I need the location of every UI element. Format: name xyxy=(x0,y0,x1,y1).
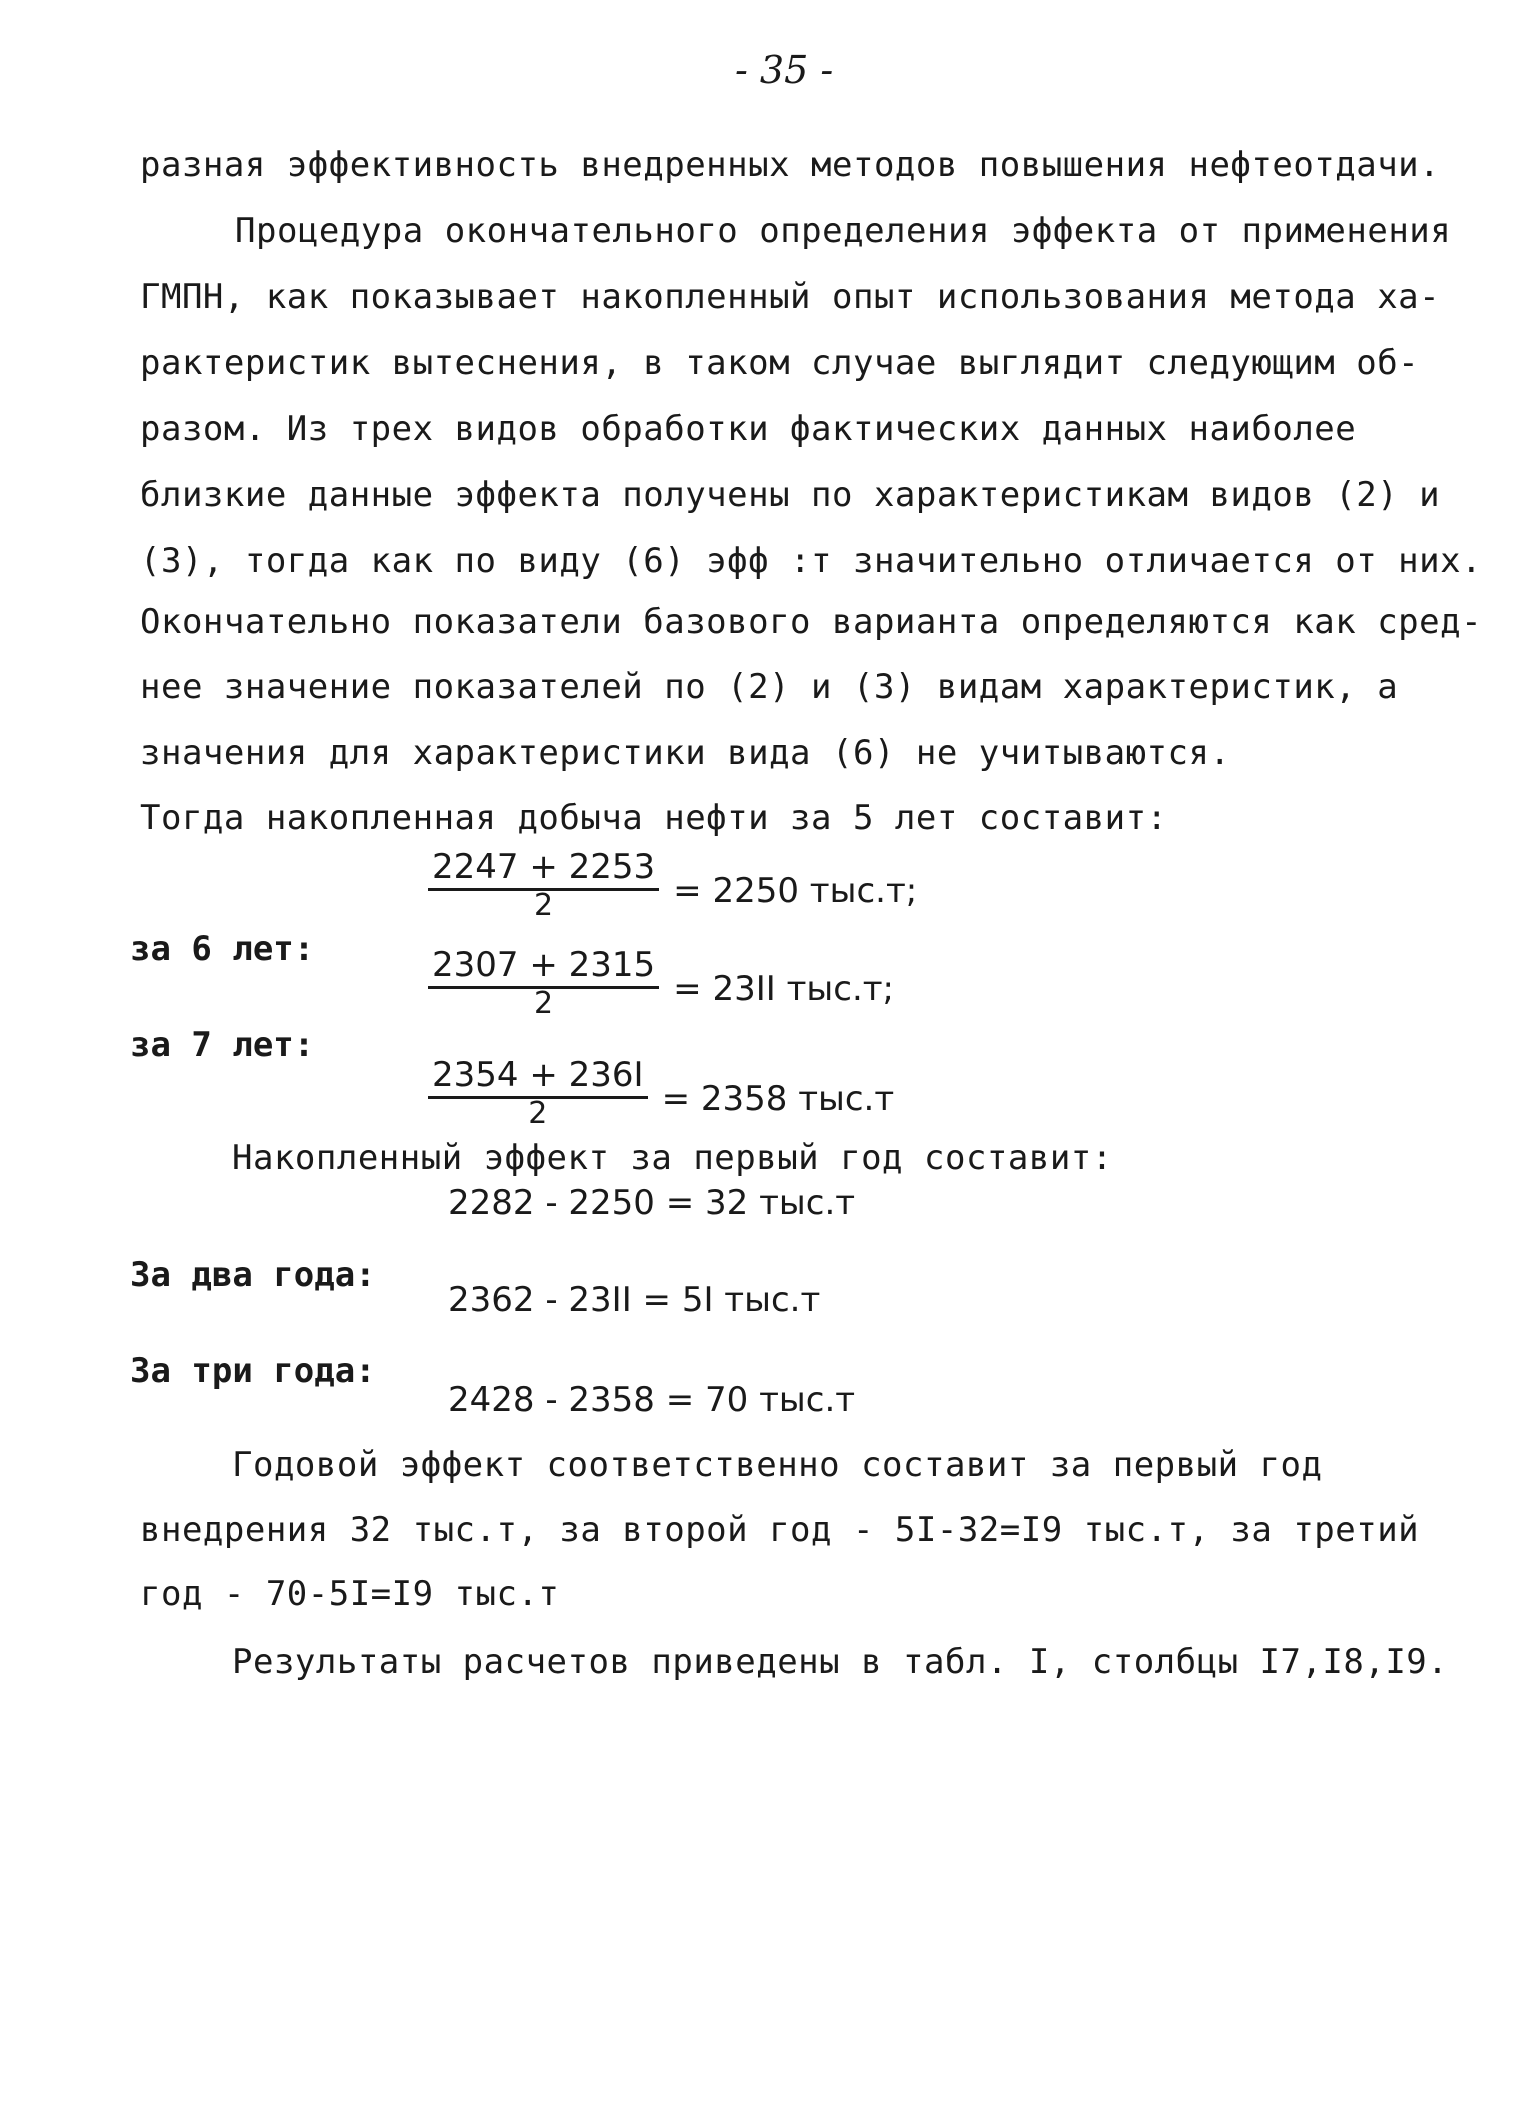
effect-label: За два года: xyxy=(130,1255,376,1295)
fraction xyxy=(428,1056,648,1129)
fraction-denominator: 2 xyxy=(534,888,554,923)
formula-result: = 2358 тыс.т xyxy=(661,1078,895,1119)
results-line: Результаты расчетов приведены в табл. I, столбцы I7,I8,I9. xyxy=(232,1642,1449,1682)
text-line: разная эффективность внедренных методов повышения нефтеотдачи. xyxy=(140,145,1441,185)
formula-result: = 2250 тыс.т; xyxy=(673,870,918,911)
fraction-numerator: 2354 + 236I xyxy=(428,1056,648,1099)
text-line: год - 70-5I=I9 тыс.т xyxy=(140,1574,560,1614)
effect-calc: 2282 - 2250 = 32 тыс.т xyxy=(448,1183,856,1223)
fraction-denominator: 2 xyxy=(528,1096,548,1131)
fraction-numerator: 2247 + 2253 xyxy=(428,848,659,891)
text-line: внедрения 32 тыс.т, за второй год - 5I-32=I9 тыс.т, за третий xyxy=(140,1510,1420,1550)
effect-intro: Накопленный эффект за первый год составит: xyxy=(232,1138,1113,1178)
formula-7-years xyxy=(428,1056,894,1129)
formula-label: за 7 лет: xyxy=(130,1025,315,1065)
text-line: Окончательно показатели базового варианта определяются как сред- xyxy=(140,602,1483,642)
formula-label: за 6 лет: xyxy=(130,929,315,969)
fraction-numerator: 2307 + 2315 xyxy=(428,946,659,989)
page-number: - 35 - xyxy=(735,48,834,92)
text-line: нее значение показателей по (2) и (3) видам характеристик, а xyxy=(140,667,1399,707)
text-line: Тогда накопленная добыча нефти за 5 лет составит: xyxy=(140,798,1168,838)
text-line: значения для характеристики вида (6) не учитываются. xyxy=(140,733,1231,773)
text-line: Годовой эффект соответственно составит за первый год xyxy=(232,1445,1323,1485)
fraction xyxy=(428,946,659,1019)
text-line: близкие данные эффекта получены по характеристикам видов (2) и xyxy=(140,475,1441,515)
formula-6-years xyxy=(428,946,894,1019)
text-line: Процедура окончательного определения эффекта от применения xyxy=(235,211,1452,251)
fraction-denominator: 2 xyxy=(534,986,554,1021)
text-line: рактеристик вытеснения, в таком случае выглядит следующим об- xyxy=(140,343,1420,383)
effect-label: За три года: xyxy=(130,1351,376,1391)
effect-calc: 2362 - 23II = 5I тыс.т xyxy=(448,1280,821,1320)
text-line: (3), тогда как по виду (6) эфф :т значительно отличается от них. xyxy=(140,541,1483,581)
fraction xyxy=(428,848,659,921)
formula-5-years xyxy=(428,848,917,921)
text-line: разом. Из трех видов обработки фактических данных наиболее xyxy=(140,409,1357,449)
text-line: ГМПН, как показывает накопленный опыт использования метода ха- xyxy=(140,277,1441,317)
effect-calc: 2428 - 2358 = 70 тыс.т xyxy=(448,1380,856,1420)
formula-result: = 23II тыс.т; xyxy=(673,968,895,1009)
